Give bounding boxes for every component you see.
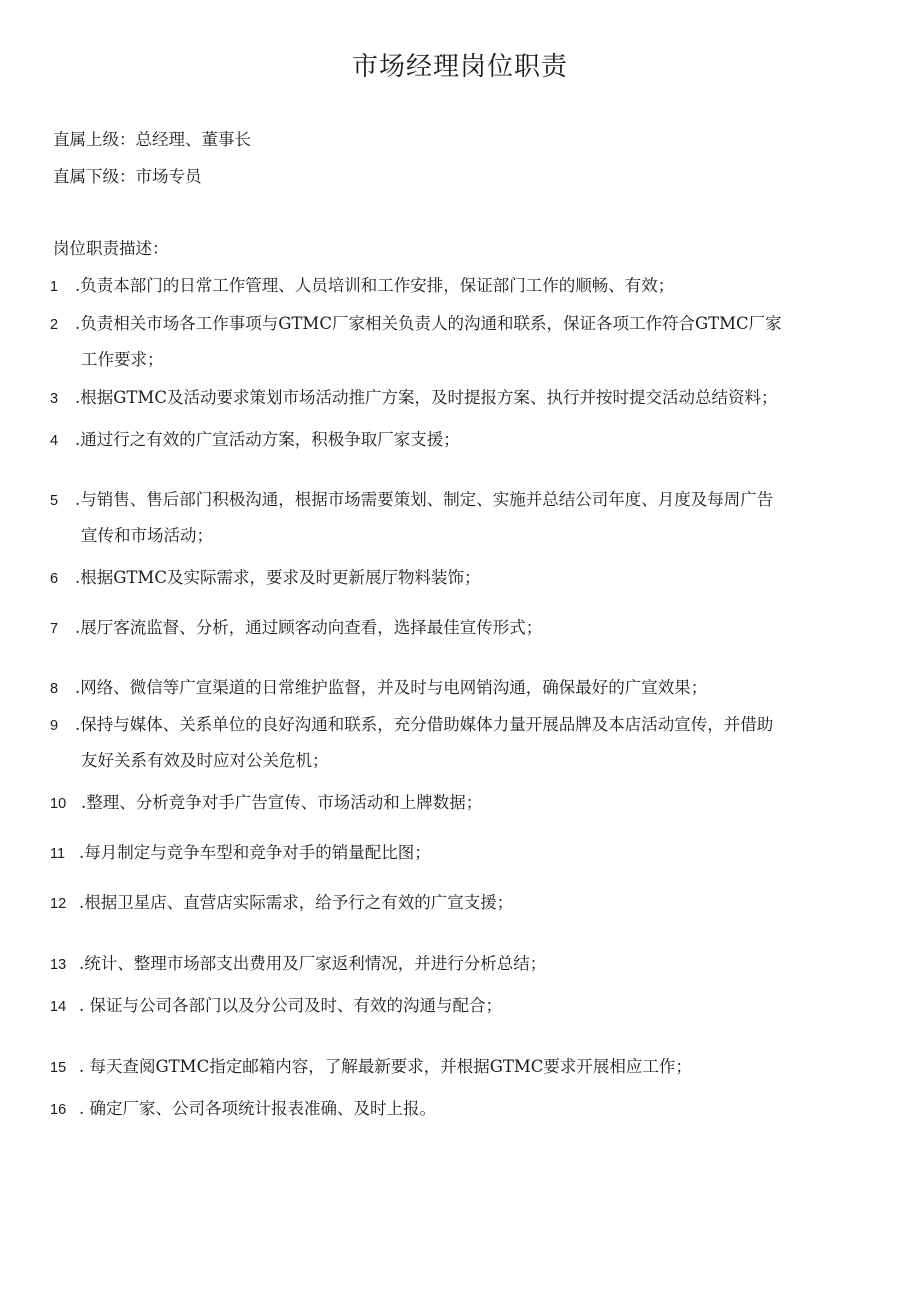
duty-number: 7 <box>50 621 59 637</box>
duty-number: 2 <box>50 317 59 333</box>
duty-number: 15 <box>50 1060 67 1076</box>
duty-text: .网络、微信等广宣渠道的日常维护监督，并及时与电网销沟通，确保最好的广宣效果； <box>75 678 708 697</box>
duty-text: . 每天查阅GTMC指定邮箱内容，了解最新要求，并根据GTMC要求开展相应工作； <box>79 1057 692 1076</box>
duty-item <box>50 995 865 1017</box>
duty-item <box>50 313 865 371</box>
duty-number: 3 <box>50 391 59 407</box>
duty-number: 6 <box>50 571 59 587</box>
duty-text: .根据GTMC及实际需求，要求及时更新展厅物料装饰； <box>75 568 481 587</box>
duty-item <box>50 792 865 814</box>
duty-item <box>50 429 865 451</box>
duty-text: .每月制定与竞争车型和竞争对手的销量配比图； <box>79 843 431 862</box>
document-title: 市场经理岗位职责 <box>351 52 568 82</box>
direct-superior: 直属上级：总经理、董事长 <box>53 130 251 149</box>
direct-subordinate: 直属下级：市场专员 <box>53 167 202 186</box>
duty-item <box>50 1056 865 1078</box>
duty-text: .展厅客流监督、分析，通过顾客动向查看，选择最佳宣传形式； <box>75 618 543 637</box>
duty-item <box>50 892 865 914</box>
duty-text: .通过行之有效的广宣活动方案，积极争取厂家支援； <box>75 430 460 449</box>
duty-text: . 保证与公司各部门以及分公司及时、有效的沟通与配合； <box>79 996 502 1015</box>
duty-item <box>50 387 865 409</box>
duty-number: 14 <box>50 999 67 1015</box>
duty-number: 12 <box>50 896 67 912</box>
duty-number: 11 <box>50 846 66 862</box>
duty-number: 5 <box>50 493 59 509</box>
duty-item <box>50 714 865 772</box>
duty-item <box>50 842 865 864</box>
duty-item <box>50 1098 865 1120</box>
duty-item <box>50 567 865 589</box>
duty-item <box>50 617 865 639</box>
duty-text: . 确定厂家、公司各项统计报表准确、及时上报。 <box>79 1099 436 1118</box>
duty-text: .根据卫星店、直营店实际需求，给予行之有效的广宣支援； <box>79 893 514 912</box>
duty-text: .保持与媒体、关系单位的良好沟通和联系，充分借助媒体力量开展品牌及本店活动宣传，并借助 <box>75 715 774 734</box>
duty-text: .负责相关市场各工作事项与GTMC厂家相关负责人的沟通和联系，保证各项工作符合GTMC厂家 <box>75 314 782 333</box>
duty-number: 9 <box>50 718 59 734</box>
duty-text: .与销售、售后部门积极沟通，根据市场需要策划、制定、实施并总结公司年度、月度及每周广告 <box>75 490 774 509</box>
section-heading: 岗位职责描述： <box>53 239 169 258</box>
duty-text-continued: 工作要求； <box>81 350 164 369</box>
duty-number: 10 <box>50 796 67 812</box>
duty-text: .统计、整理市场部支出费用及厂家返利情况，并进行分析总结； <box>79 954 547 973</box>
duty-number: 13 <box>50 957 67 973</box>
duty-item <box>50 489 865 547</box>
duty-item <box>50 275 865 297</box>
duty-text: .整理、分析竞争对手广告宣传、市场活动和上牌数据； <box>81 793 483 812</box>
duty-number: 1 <box>50 279 59 295</box>
duty-number: 4 <box>50 433 59 449</box>
duty-text-continued: 友好关系有效及时应对公关危机； <box>81 751 329 770</box>
duty-number: 8 <box>50 681 59 697</box>
duty-text: .根据GTMC及活动要求策划市场活动推广方案，及时提报方案、执行并按时提交活动总结资料； <box>75 388 778 407</box>
duty-text-continued: 宣传和市场活动； <box>81 526 213 545</box>
duty-item <box>50 677 865 699</box>
duty-text: .负责本部门的日常工作管理、人员培训和工作安排，保证部门工作的顺畅、有效； <box>75 276 675 295</box>
duty-number: 16 <box>50 1102 67 1118</box>
duty-item <box>50 953 865 975</box>
